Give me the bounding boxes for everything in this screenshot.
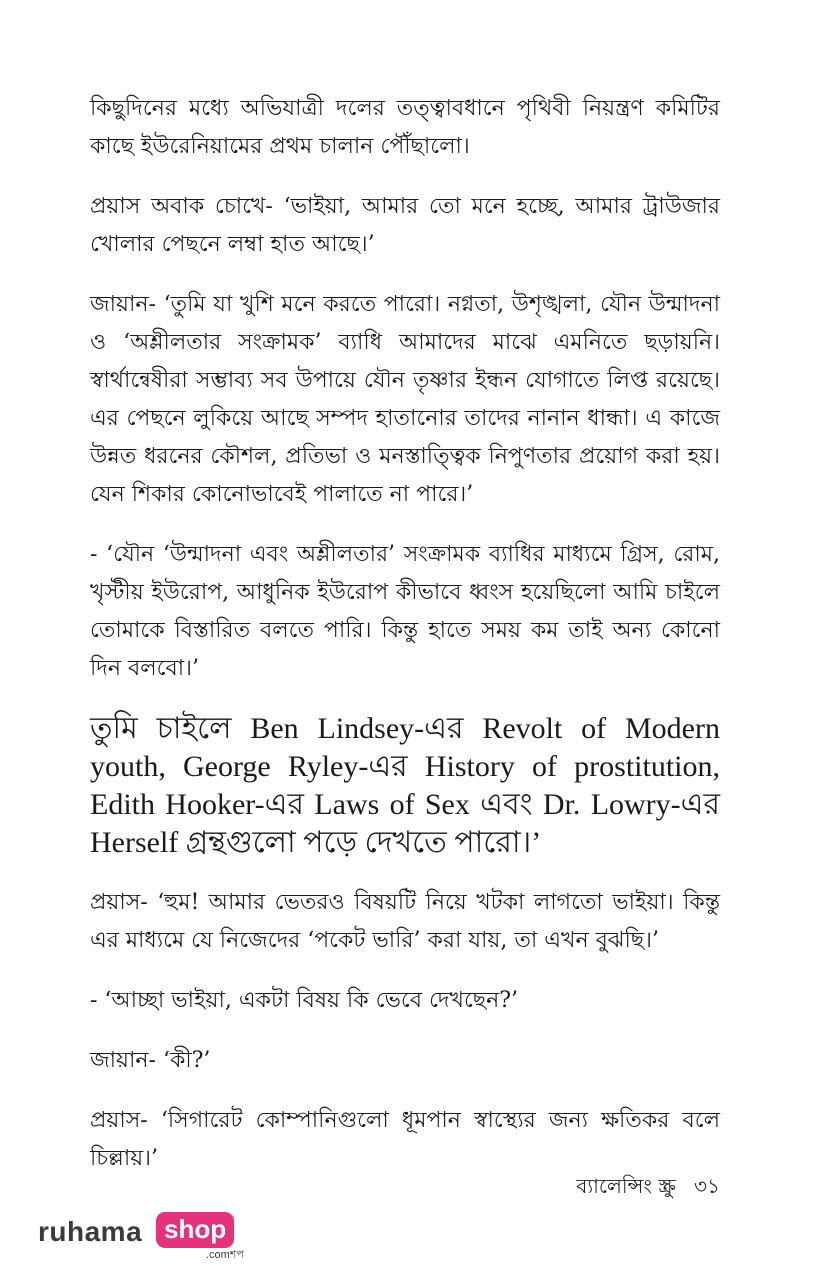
ruhamashop-logo: [38, 1212, 244, 1261]
paragraph-1: কিছুদিনের মধ্যে অভিযাত্রী দলের তত্ত্বাবধানে পৃথিবী নিয়ন্ত্রণ কমিটির কাছে ইউরেনিয়ামের প্রথম চালান পৌঁছালো।: [90, 96, 720, 159]
paragraph-6: প্রয়াস- ‘হুম! আমার ভেতরও বিষয়টি নিয়ে খটকা লাগতো ভাইয়া। কিন্তু এর মাধ্যমে যে নিজেদের ‘পকেট ভারি’ করা যায়, তা এখন বুঝছি।’: [90, 890, 720, 953]
paragraph-7: - ‘আচ্ছা ভাইয়া, একটা বিষয় কি ভেবে দেখছেন?’: [90, 988, 519, 1013]
logo-domain: .comশপ: [206, 1249, 244, 1261]
paragraph-2: প্রয়াস অবাক চোখে- ‘ভাইয়া, আমার তো মনে হচ্ছে, আমার ট্রাউজার খোলার পেছনে লম্বা হাত আছে।’: [90, 194, 720, 257]
page-footer: [576, 1172, 720, 1205]
paragraph-3: জায়ান- ‘তুমি যা খুশি মনে করতে পারো। নগ্নতা, উশৃঙ্খলা, যৌন উন্মাদনা ও ‘অশ্লীলতার সংক্রামক’ ব্যাধি আমাদের মাঝে এমনিতে ছড়ায়নি। স্বার্থান্বেষীরা সম্ভাব্য সব উপায়ে যৌন তৃষ্ণার ইন্ধন যোগাতে লিপ্ত রয়েছে। এর পেছনে লুকিয়ে আছে সম্পদ হাতানোর তাদের নানান ধান্ধা। এ কাজে উন্নত ধরনের কৌশল, প্রতিভা ও মনস্তাত্ত্বিক নিপুণতার প্রয়োগ করা হয়। যেন শিকার কোনোভাবেই পালাতে না পারে।’: [90, 292, 720, 507]
paragraph-9: প্রয়াস- ‘সিগারেট কোম্পানিগুলো ধূমপান স্বাস্থ্যের জন্য ক্ষতিকর বলে চিল্লায়।’: [90, 1108, 720, 1171]
logo-badge: shop: [156, 1212, 234, 1248]
logo-word: ruhama: [38, 1216, 143, 1247]
paragraph-5-book-list: তুমি চাইলে Ben Lindsey-এর Revolt of Modern youth, George Ryley-এর History of prostitution, Edith Hooker-এর Laws of Sex এবং Dr. Lowry-এর Herself গ্রন্থগুলো পড়ে দেখতে পারো।’: [90, 712, 720, 859]
page-number: ৩১: [694, 1174, 720, 1198]
page-body: [90, 90, 720, 1200]
paragraph-8: জায়ান- ‘কী?’: [90, 1048, 211, 1073]
paragraph-4: - ‘যৌন ‘উন্মাদনা এবং অশ্লীলতার’ সংক্রামক ব্যাধির মাধ্যমে গ্রিস, রোম, খৃস্টীয় ইউরোপ, আধুনিক ইউরোপ কীভাবে ধ্বংস হয়েছিলো আমি চাইলে তোমাকে বিস্তারিত বলতে পারি। কিন্তু হাতে সময় কম তাই অন্য কোনো দিন বলবো।’: [90, 542, 720, 681]
running-title: ব্যালেন্সিং স্ক্রু: [576, 1174, 677, 1198]
